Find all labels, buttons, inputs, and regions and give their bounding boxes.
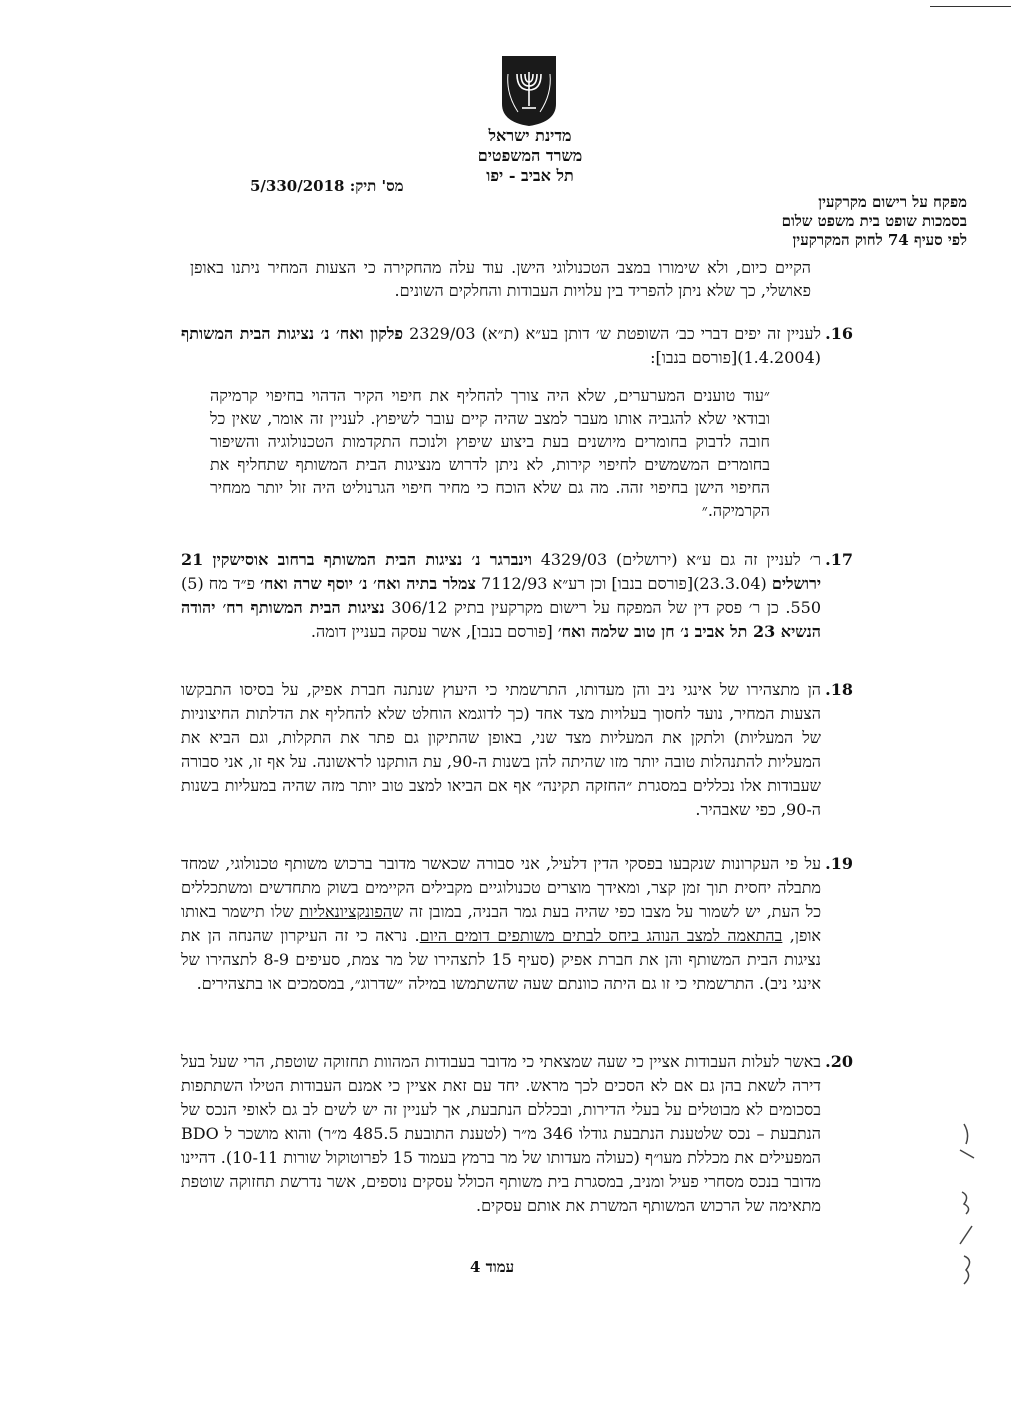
paragraph-17 bbox=[181, 548, 853, 644]
state-emblem-icon bbox=[498, 54, 560, 128]
state-name: מדינת ישראל bbox=[488, 126, 572, 145]
para19-text-a: על פי העקרונות שנקבעו בפסקי הדין דלעיל, אני סבורה שכאשר מדובר ברכוש משותף טכנולוגי, שמחד מתבלה יחסית תוך זמן קצר, ומאידך מוצרים טכנולוגיים מקבילים הקיימים בשוק מתחדשים ומשתכללים כל העת, יש לשמור על מצבו כפי שהיה בעת גמר הבניה, במובן זה ש bbox=[181, 854, 822, 921]
para17-case-name-1: וינברגר נ׳ נציגות הבית המשותף ברחוב אוסישקין 21 ירושלים bbox=[181, 550, 822, 593]
paragraph-number: 19. bbox=[825, 854, 853, 873]
page-number: עמוד 4 bbox=[470, 1258, 515, 1276]
para17-case-name-3: נציגות הבית המשותף רח׳ יהודה הנשיא 23 תל אביב נ׳ חן טוב שלמה ואח׳ bbox=[181, 598, 821, 641]
para16-text-a: לעניין זה יפים דברי כב׳ השופטת ש׳ דותן בע״א (ת״א) 2329/03 bbox=[409, 324, 822, 343]
paragraph-18 bbox=[181, 678, 853, 822]
para20-text: באשר לעלות העבודות אציין כי שעה שמצאתי כי מדובר בעבודות המהוות תחזוקה שוטפת, הרי שעל בעל דירה לשאת בהן גם אם לא הסכים לכך מראש. יחד עם זאת אציין כי אמנם העבודות הטילו השתתפות בסכומים לא מבוטלים על בעלי הדירות, ובכללם הנתבעת, אך לעניין זה יש לשים לב גם לאופי הנכס של הנתבעת – נכס שלטענת הנתבעת גודלו 346 מ״ר (לטענת התובעת 485.5 מ״ר) והוא מושכר ל BDO המפעילים את מכללת מעו״ף (כעולה מעדותו של מר ברמץ בעמוד 15 לפרוטוקול שורות 10-11). דהיינו מדובר בנכס מסחרי פעיל ומניב, במסגרת בית משותף הכולל עסקים נוספים, אשר נדרשת תחזוקה שוטפת מתאימה של הרכוש המשותף המשרת את אותם עסקים. bbox=[181, 1052, 822, 1215]
para19-underline-2: בהתאמה למצב הנוהג ביחס לבתים משותפים דומים היום bbox=[419, 926, 783, 945]
paragraph-20 bbox=[181, 1050, 853, 1218]
para16-case-name: פלקון ואח׳ נ׳ נציגות הבית המשותף bbox=[181, 324, 404, 343]
para18-text: הן מתצהירו של אינגי ניב והן מעדותו, התרשמתי כי היעוץ שנתנה חברת אפיק, על בסיסו התבקשו הצעות המחיר, נועד לחסוך בעלויות מצד אחד (כך לדוגמא הוחלט שלא להחליף את הדלתות החיצוניות של המעליות) ולתקן את המעליות מצד שני, באופן שהתיקון גם פתר את התקלות, וגם הביא את המעליות להתנהלות טובה יותר מזו שהיתה להן בשנות ה-90, עת הותקנו לראשונה. על אף זו, אני סבורה שעבודות אלו נכללים במסגרת ״החזקה תקינה״ אף אם הביאו למצב טוב יותר מזה שהיה במעליות בשנות ה-90, כפי שאבהיר. bbox=[181, 680, 822, 819]
handwritten-margin-signature bbox=[950, 1120, 990, 1290]
para19-text-c: . נראה כי זה העיקרון שהנחה הן את נציגות הבית המשותף והן את חברת אפיק (סעיף 15 לתצהירו של מר צמת, סעיפים 8-9 לתצהירו של אינגי ניב). התרשמתי כי זו גם היתה כוונתם שעה שהשתמשו במילה ״שדרוג״, במסמכים או בתצהירים. bbox=[181, 926, 821, 993]
quote-paragraph: ״עוד טוענים המערערים, שלא היה צורך להחליף את חיפוי הקיר הדהוי בחיפוי קרמיקה ובודאי שלא להגביה אותו מעבר למצב שהיה קיים עובר לשיפוץ. לעניין זה אומר, שאין כל חובה לדבוק בחומרים מיושנים בעת ביצוע שיפוץ ולנוכח התקדמות הטכנולוגיה והשיפור בחומרים המשמשים לחיפוי קירות, לא ניתן לדרוש מנציגות הבית המשותף שתחליף את החיפוי הישן בחיפוי זהה. מה גם שלא הוכח כי מחיר חיפוי הגרנוליט היה זול יותר ממחיר הקרמיקה.״ bbox=[210, 386, 771, 520]
paragraph-19 bbox=[181, 852, 853, 996]
paragraph-number: 17. bbox=[825, 550, 853, 569]
paragraph-number: 20. bbox=[825, 1052, 853, 1071]
letterhead bbox=[430, 126, 630, 186]
authority-line-1: מפקח על רישום מקרקעין bbox=[818, 193, 967, 211]
case-number: 5/330/2018 bbox=[250, 177, 345, 195]
para17-case-name-2: צמלר בתיה ואח׳ נ׳ יוסף שרה ואח׳ bbox=[260, 574, 476, 593]
para17-text-c: (23.3.04)[פורסם בנבו] וכן רע״א 7112/93 bbox=[481, 574, 767, 593]
top-rule bbox=[930, 6, 1011, 7]
authority-block bbox=[782, 193, 967, 250]
paragraph-number: 18. bbox=[825, 680, 853, 699]
para16-text-c: (1.4.2004)[פורסם בנבו]: bbox=[650, 348, 821, 367]
intro-paragraph: הקיים כיום, ולא שימורו במצב הטכנולוגי הישן. עוד עלה מהחקירה כי הצעות המחיר ניתנו באופן פאושלי, כך שלא ניתן להפריד בין עלויות העבודות והחלקים השונים. bbox=[190, 258, 811, 300]
paragraph-16 bbox=[181, 322, 853, 370]
city-name: תל אביב - יפו bbox=[486, 166, 574, 185]
authority-line-2: בסמכות שופט בית משפט שלום bbox=[781, 212, 967, 230]
paragraph-number: 16. bbox=[825, 324, 853, 343]
para17-text-e: פ״ד מח (5) 550. כן ר׳ פסק דין של המפקח על רישום מקרקעין בתיק 306/12 bbox=[181, 574, 822, 617]
ministry-name: משרד המשפטים bbox=[477, 146, 583, 165]
case-number-line bbox=[250, 177, 404, 196]
para17-text-g: [פורסם בנבו], אשר עסקה בעניין דומה. bbox=[310, 622, 553, 641]
para17-text-a: ר׳ לעניין זה גם ע״א (ירושלים) 4329/03 bbox=[540, 550, 821, 569]
para19-underline-1: הפונקציונאליות bbox=[299, 902, 392, 921]
case-label: מס' תיק: bbox=[349, 177, 404, 195]
authority-line-3: לפי סעיף 74 לחוק המקרקעין bbox=[792, 231, 967, 249]
para19-text-b: שלו תישמר באותו אופן, bbox=[181, 902, 822, 945]
